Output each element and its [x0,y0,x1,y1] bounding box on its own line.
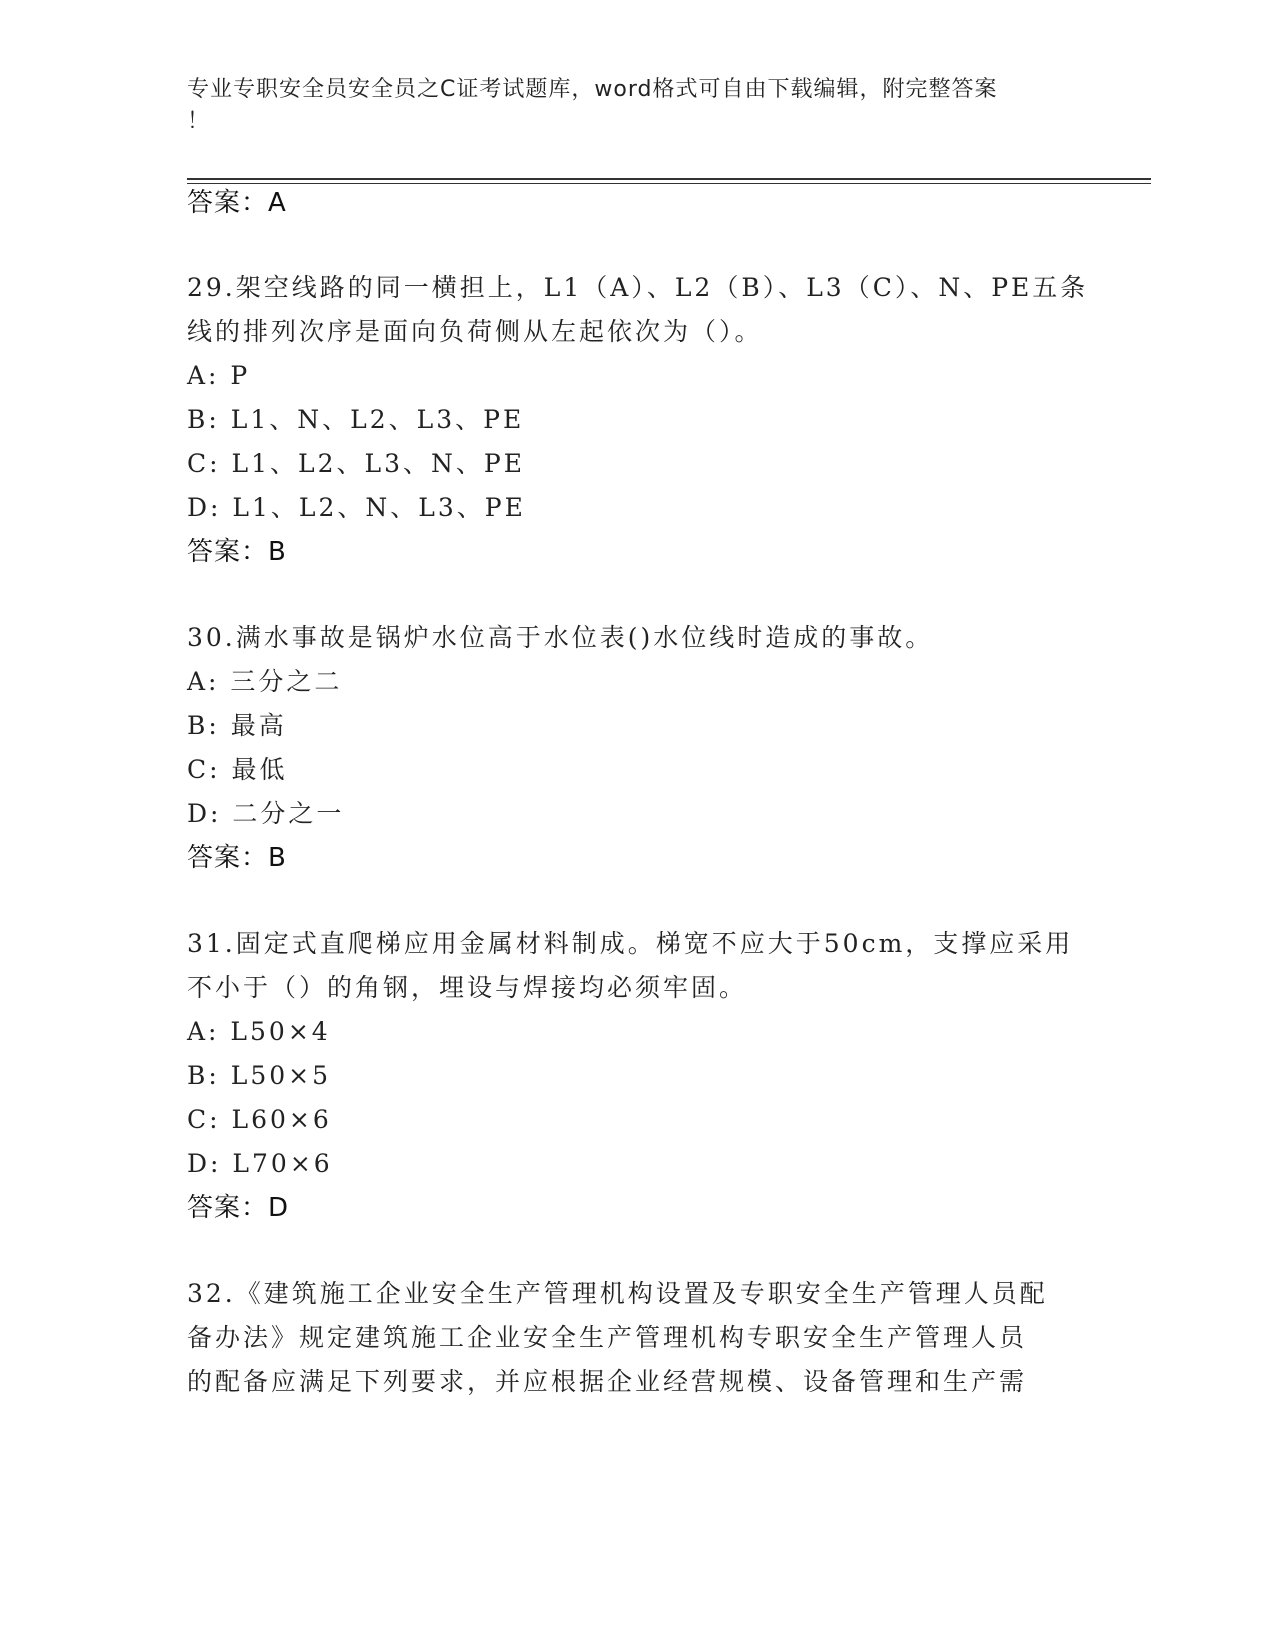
question-31-option-a: A: L50×4 [187,1017,331,1046]
question-31-text-line-2: 不小于（）的角钢，埋设与焊接均必须牢固。 [187,973,748,1002]
question-31-answer: 答案：D [187,1193,290,1223]
question-29-answer: 答案：B [187,537,287,567]
question-29-text-line-2: 线的排列次序是面向负荷侧从左起依次为（）。 [187,317,763,346]
question-32-text-line-2: 备办法》规定建筑施工企业安全生产管理机构专职安全生产管理人员 [187,1323,1028,1352]
question-30-option-a: A: 三分之二 [187,667,343,696]
question-29-option-d: D: L1、L2、N、L3、PE [187,493,526,522]
question-30-option-b: B: 最高 [187,711,287,740]
question-29-option-c: C: L1、L2、L3、N、PE [187,449,525,478]
question-29-option-a: A: P [187,361,251,390]
question-31-option-b: B: L50×5 [187,1061,332,1090]
question-32-text-line-3: 的配备应满足下列要求，并应根据企业经营规模、设备管理和生产需 [187,1367,1028,1396]
question-30-option-d: D: 二分之一 [187,799,345,828]
question-32-text-line-1: 32.《建筑施工企业安全生产管理机构设置及专职安全生产管理人员配 [187,1279,1048,1308]
question-30-text-line-1: 30.满水事故是锅炉水位高于水位表()水位线时造成的事故。 [187,623,934,652]
question-30-option-c: C: 最低 [187,755,288,784]
header-title-line: 专业专职安全员安全员之C证考试题库，word格式可自由下载编辑，附完整答案 [187,77,998,102]
question-29-text-line-1: 29.架空线路的同一横担上，L1（A）、L2（B）、L3（C）、N、PE五条 [187,273,1089,302]
question-29-option-b: B: L1、N、L2、L3、PE [187,405,525,434]
header-title-continuation: ！ [187,109,211,134]
document-header [187,74,1067,138]
answer-previous: 答案：A [187,188,287,218]
question-31-text-line-1: 31.固定式直爬梯应用金属材料制成。梯宽不应大于50cm，支撑应采用 [187,929,1074,958]
header-divider-thin [187,183,1151,184]
header-divider-thick [187,178,1151,180]
question-31-option-d: D: L70×6 [187,1149,333,1178]
question-30-answer: 答案：B [187,843,287,873]
question-31-option-c: C: L60×6 [187,1105,332,1134]
